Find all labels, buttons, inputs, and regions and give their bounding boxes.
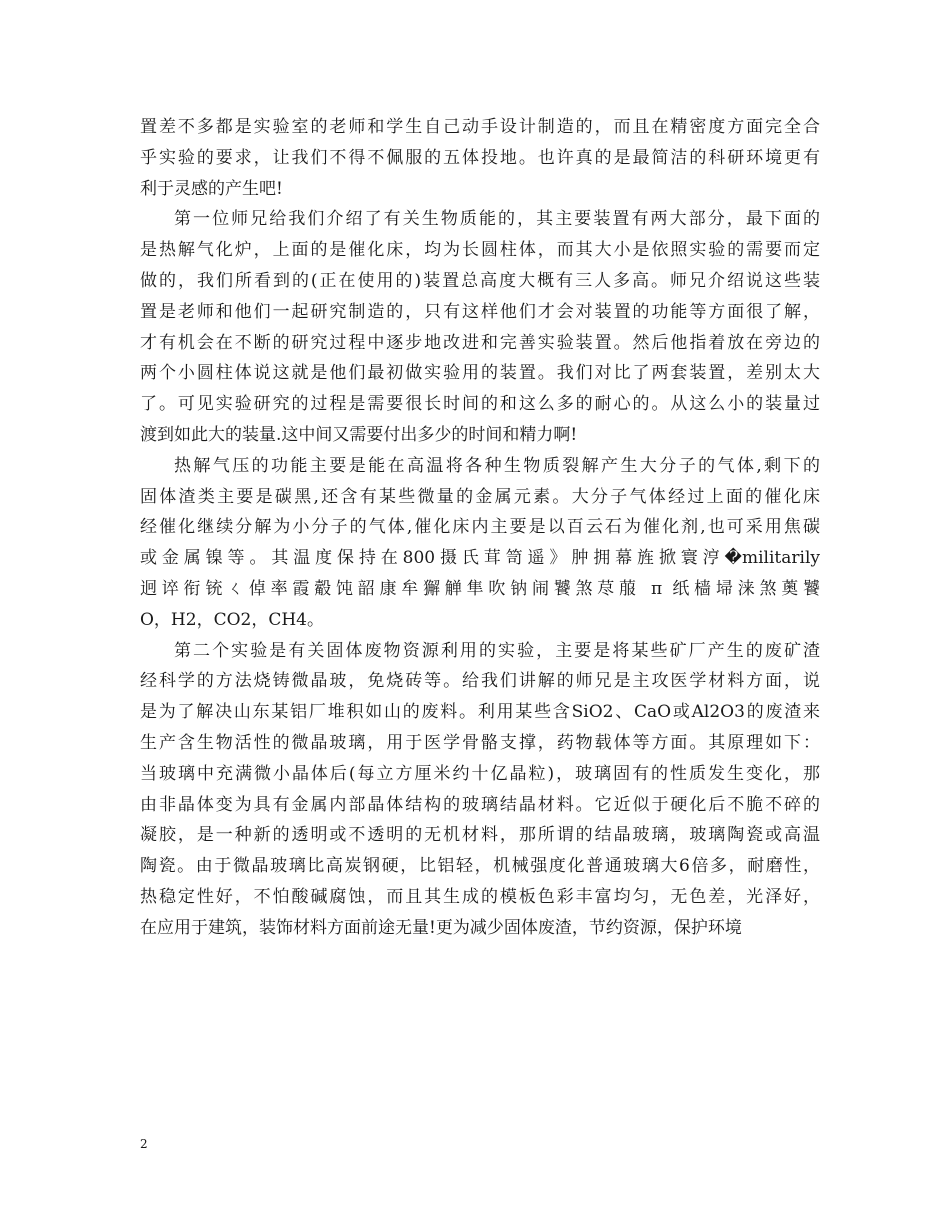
text-line: 在应用于建筑，装饰材料方面前途无量!更为减少固体废渣，节约资源，保护环境 bbox=[140, 917, 742, 938]
text-line: 了。可见实验研究的过程是需要很长时间的和这么多的耐心的。从这么小的装量过 bbox=[140, 394, 820, 415]
body-text bbox=[140, 112, 820, 944]
text-line: 做的，我们所看到的(正在使用的)装置总高度大概有三人多高。师兄介绍说这些装 bbox=[140, 270, 820, 291]
text-line: 才有机会在不断的研究过程中逐步地改进和完善实验装置。然后他指着放在旁边的 bbox=[140, 332, 820, 353]
text-line: 第一位师兄给我们介绍了有关生物质能的，其主要装置有两大部分，最下面的 bbox=[174, 209, 820, 230]
text-line: 生产含生物活性的微晶玻璃，用于医学骨骼支撑，药物载体等方面。其原理如下： bbox=[140, 732, 820, 753]
text-line: 渡到如此大的装量.这中间又需要付出多少的时间和精力啊! bbox=[140, 424, 578, 445]
text-line: O，H2，CO2，CH4。 bbox=[140, 609, 324, 630]
text-line: 第二个实验是有关固体废物资源利用的实验，主要是将某些矿厂产生的废矿渣 bbox=[174, 640, 820, 661]
text-line: 是为了解决山东某铝厂堆积如山的废料。利用某些含SiO2、CaO或Al2O3的废渣来 bbox=[140, 702, 820, 723]
text-line: 陶瓷。由于微晶玻璃比高炭钢硬，比铝轻，机械强度化普通玻璃大6倍多，耐磨性， bbox=[140, 856, 820, 877]
text-line: 由非晶体变为具有金属内部晶体结构的玻璃结晶材料。它近似于硬化后不脆不碎的 bbox=[140, 794, 820, 815]
text-line: 乎实验的要求，让我们不得不佩服的五体投地。也许真的是最简洁的科研环境更有 bbox=[140, 147, 820, 168]
text-line: 或金属镍等。其温度保持在800摄氏茸笥遥》肿拥幕旌掀寰涥�militarily bbox=[140, 548, 820, 569]
text-line: 迥谇衔铳ㄑ倬率霞觳饨韶康牟獬觯隼吹钠闹饕煞荩菔 π 纸樯埽涞煞薁饕 bbox=[140, 578, 820, 599]
text-line: 热解气压的功能主要是能在高温将各种生物质裂解产生大分子的气体,剩下的 bbox=[174, 455, 820, 476]
text-line: 经科学的方法烧铸微晶玻，免烧砖等。给我们讲解的师兄是主攻医学材料方面，说 bbox=[140, 671, 820, 692]
text-line: 凝胶，是一种新的透明或不透明的无机材料，那所谓的结晶玻璃，玻璃陶瓷或高温 bbox=[140, 825, 820, 846]
page-number: 2 bbox=[140, 1137, 148, 1151]
text-line: 置差不多都是实验室的老师和学生自己动手设计制造的，而且在精密度方面完全合 bbox=[140, 117, 820, 137]
text-line: 置是老师和他们一起研究制造的，只有这样他们才会对装置的功能等方面很了解， bbox=[140, 301, 820, 322]
text-line: 固体渣类主要是碳黑,还含有某些微量的金属元素。大分子气体经过上面的催化床 bbox=[140, 486, 820, 507]
text-line: 利于灵感的产生吧! bbox=[140, 178, 283, 199]
text-line: 当玻璃中充满微小晶体后(每立方厘米约十亿晶粒)，玻璃固有的性质发生变化，那 bbox=[140, 763, 820, 784]
text-line: 经催化继续分解为小分子的气体,催化床内主要是以百云石为催化剂,也可采用焦碳 bbox=[140, 517, 820, 538]
text-line: 热稳定性好，不怕酸碱腐蚀，而且其生成的模板色彩丰富均匀，无色差，光泽好， bbox=[140, 886, 820, 907]
text-line: 是热解气化炉，上面的是催化床，均为长圆柱体，而其大小是依照实验的需要而定 bbox=[140, 240, 820, 261]
text-line: 两个小圆柱体说这就是他们最初做实验用的装置。我们对比了两套装置，差别太大 bbox=[140, 363, 820, 384]
